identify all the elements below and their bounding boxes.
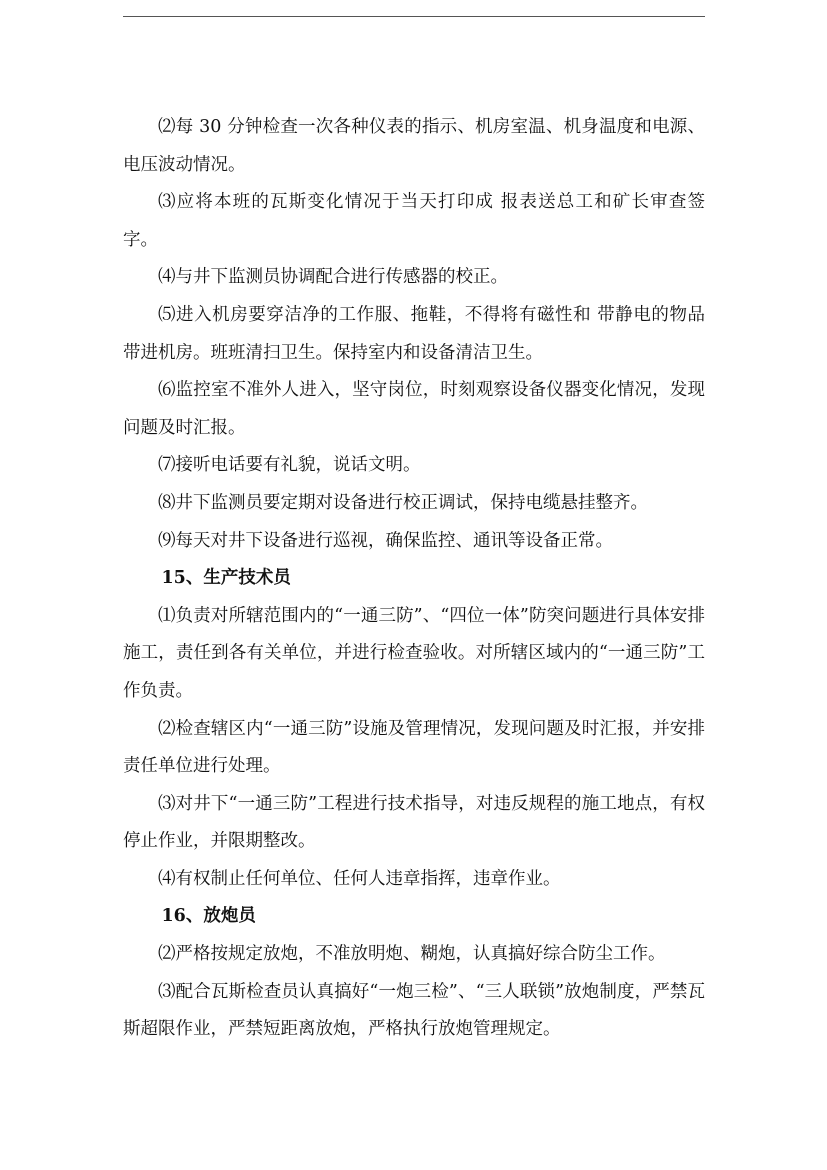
document-body bbox=[123, 109, 705, 1049]
paragraph: ⑷与井下监测员协调配合进行传感器的校正。 bbox=[158, 267, 508, 288]
paragraph: ⑶应将本班的瓦斯变化情况于当天打印成 报表送总工和矿长审查签字。 bbox=[123, 192, 705, 250]
header-rule bbox=[123, 16, 705, 17]
paragraph: ⑹监控室不准外人进入，坚守岗位，时刻观察设备仪器变化情况，发现问题及时汇报。 bbox=[123, 380, 705, 438]
paragraph: ⑷有权制止任何单位、任何人违章指挥，违章作业。 bbox=[158, 868, 561, 889]
section-heading-16: 16、放炮员 bbox=[161, 906, 256, 927]
paragraph: ⑴负责对所辖范围内的“一通三防”、“四位一体”防突问题进行具体安排施工，责任到各有关单位，并进行检查验收。对所辖区域内的“一通三防”工作负责。 bbox=[123, 605, 705, 701]
paragraph: ⑼每天对井下设备进行巡视，确保监控、通讯等设备正常。 bbox=[158, 530, 613, 551]
paragraph: ⑵检查辖区内“一通三防”设施及管理情况，发现问题及时汇报，并安排责任单位进行处理。 bbox=[123, 718, 705, 777]
section-heading-15: 15、生产技术员 bbox=[161, 568, 291, 589]
paragraph: ⑸进入机房要穿洁净的工作服、拖鞋，不得将有磁性和 带静电的物品带进机房。班班清扫卫生。保持室内和设备清洁卫生。 bbox=[123, 304, 705, 363]
paragraph: ⑵严格按规定放炮，不准放明炮、糊炮，认真搞好综合防尘工作。 bbox=[158, 944, 666, 965]
paragraph: ⑶对井下“一通三防”工程进行技术指导，对违反规程的施工地点，有权停止作业，并限期整改。 bbox=[123, 793, 705, 852]
paragraph: ⑻井下监测员要定期对设备进行校正调试，保持电缆悬挂整齐。 bbox=[158, 492, 648, 513]
paragraph: ⑺接听电话要有礼貌，说话文明。 bbox=[158, 455, 421, 476]
paragraph: ⑵每 30 分钟检查一次各种仪表的指示、机房室温、机身温度和电源、电压波动情况。 bbox=[123, 117, 705, 175]
paragraph: ⑶配合瓦斯检查员认真搞好“一炮三检”、“三人联锁”放炮制度，严禁瓦斯超限作业，严禁短距离放炮，严格执行放炮管理规定。 bbox=[123, 981, 705, 1040]
